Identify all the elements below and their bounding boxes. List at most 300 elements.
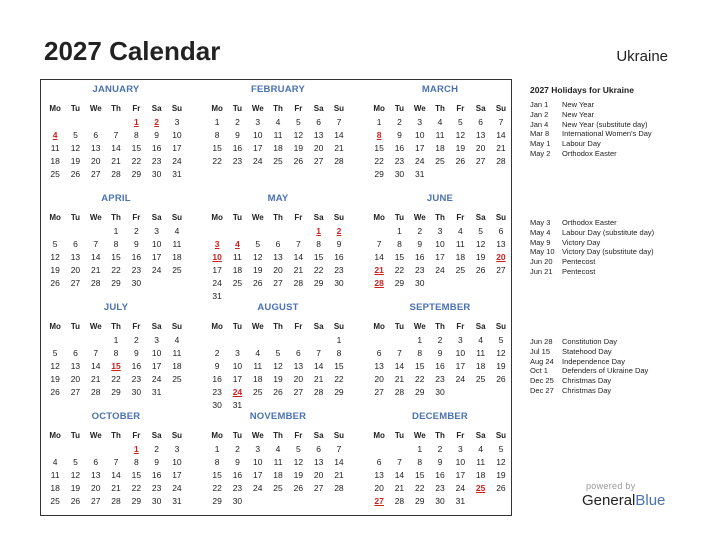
day: 10 — [435, 239, 445, 249]
holiday-date: Mar 8 — [530, 129, 550, 139]
day: 24 — [455, 483, 466, 493]
weekday-header: Mo — [211, 322, 223, 331]
day: 11 — [172, 239, 182, 249]
holiday-item — [530, 110, 700, 120]
day: 8 — [113, 239, 119, 249]
day: 6 — [316, 444, 321, 454]
day: 18 — [172, 361, 182, 371]
day: 25 — [273, 156, 283, 166]
brand-logo[interactable] — [582, 492, 665, 509]
day: 14 — [496, 130, 506, 140]
empty-day — [369, 334, 389, 347]
day: 14 — [111, 143, 121, 153]
holiday-date: Oct 1 — [530, 366, 548, 376]
day: 21 — [334, 470, 344, 480]
day: 19 — [293, 143, 304, 153]
day: 15 — [313, 252, 324, 262]
day: 1 — [336, 335, 342, 345]
day: 12 — [70, 470, 81, 480]
month-july — [45, 301, 187, 399]
day: 20 — [70, 374, 81, 384]
holiday-day: 1 — [133, 117, 139, 127]
day: 10 — [253, 130, 263, 140]
country-label: Ukraine — [616, 48, 668, 65]
day: 13 — [91, 470, 101, 480]
weekday-header: Tu — [70, 431, 81, 440]
day: 5 — [275, 348, 281, 358]
day: 30 — [435, 496, 445, 506]
day: 3 — [255, 444, 261, 454]
day: 4 — [275, 444, 281, 454]
holiday-item — [530, 238, 700, 248]
day: 29 — [415, 496, 425, 506]
day: 15 — [415, 361, 425, 371]
day: 19 — [70, 156, 81, 166]
weekday-header: Fr — [294, 213, 303, 222]
day: 11 — [233, 252, 242, 262]
weekday-header: Mo — [373, 431, 385, 440]
empty-day — [65, 116, 85, 129]
day: 4 — [52, 457, 58, 467]
day: 8 — [214, 130, 220, 140]
day: 19 — [253, 265, 263, 275]
holiday-item — [530, 129, 700, 139]
day: 22 — [334, 374, 344, 384]
day: 22 — [212, 156, 222, 166]
day: 28 — [334, 483, 344, 493]
day: 26 — [455, 156, 466, 166]
month-november — [207, 410, 349, 508]
empty-day — [389, 443, 409, 456]
weekday-header: Mo — [49, 431, 61, 440]
day: 24 — [253, 483, 263, 493]
holiday-date: May 2 — [530, 148, 551, 158]
day: 29 — [394, 278, 405, 288]
weekday-header: Th — [435, 322, 445, 331]
day: 12 — [496, 348, 506, 358]
month-april — [45, 192, 187, 290]
month-name: SEPTEMBER — [409, 302, 471, 313]
empty-day — [389, 334, 409, 347]
holiday-list-title: 2027 Holidays for Ukraine — [530, 85, 634, 95]
holiday-day: 3 — [214, 239, 220, 249]
month-days-grid — [207, 429, 349, 508]
holiday-day: 4 — [52, 130, 58, 140]
weekday-header: Su — [495, 213, 507, 222]
holiday-day: 25 — [475, 483, 486, 493]
holiday-name: Labour Day — [562, 139, 601, 149]
day: 10 — [415, 130, 425, 140]
day: 21 — [293, 265, 304, 275]
day: 10 — [172, 130, 182, 140]
day: 3 — [174, 117, 180, 127]
day: 16 — [435, 361, 445, 371]
day: 30 — [151, 169, 162, 179]
holiday-name: Pentecost — [562, 257, 596, 267]
day: 3 — [255, 117, 261, 127]
day: 13 — [374, 361, 384, 371]
day: 25 — [50, 496, 60, 506]
weekday-header: Sa — [313, 213, 324, 222]
holiday-day: 20 — [496, 252, 506, 262]
day: 2 — [154, 444, 159, 454]
holiday-group-2 — [530, 218, 700, 277]
day: 17 — [151, 361, 162, 371]
weekday-header: Mo — [373, 322, 385, 331]
day: 4 — [478, 335, 483, 345]
holiday-name: Christmas Day — [562, 376, 612, 386]
day: 12 — [496, 457, 506, 467]
empty-day — [106, 443, 126, 456]
day: 12 — [70, 143, 81, 153]
day: 28 — [91, 278, 101, 288]
empty-day — [227, 334, 247, 347]
day: 17 — [172, 470, 182, 480]
empty-day — [86, 334, 106, 347]
weekday-header: Su — [333, 104, 345, 113]
day: 1 — [376, 117, 382, 127]
day: 10 — [151, 239, 162, 249]
holiday-item — [530, 386, 700, 396]
day: 20 — [293, 374, 304, 384]
holiday-item — [530, 347, 700, 357]
weekday-header: Tu — [232, 431, 243, 440]
day: 25 — [232, 278, 243, 288]
day: 13 — [70, 252, 81, 262]
day: 21 — [91, 265, 101, 275]
month-may — [207, 192, 349, 303]
day: 26 — [496, 374, 506, 384]
day: 11 — [455, 239, 465, 249]
empty-day — [248, 334, 268, 347]
weekday-header: Th — [435, 431, 445, 440]
day: 22 — [313, 265, 324, 275]
holiday-day: 8 — [376, 130, 382, 140]
day: 31 — [172, 169, 182, 179]
day: 16 — [131, 361, 142, 371]
day: 31 — [212, 291, 222, 301]
day: 29 — [374, 169, 384, 179]
day: 9 — [336, 239, 342, 249]
day: 21 — [394, 483, 405, 493]
day: 2 — [235, 117, 240, 127]
weekday-header: Th — [111, 213, 121, 222]
empty-day — [86, 116, 106, 129]
holiday-name: Victory Day — [562, 237, 601, 247]
day: 20 — [313, 143, 324, 153]
day: 17 — [253, 470, 263, 480]
holiday-day: 2 — [154, 117, 159, 127]
day: 2 — [417, 226, 423, 236]
day: 6 — [93, 457, 99, 467]
day: 21 — [111, 156, 121, 166]
day: 27 — [293, 387, 304, 397]
month-september — [369, 301, 511, 399]
holiday-name: New Year — [562, 109, 595, 119]
month-days-grid — [369, 320, 511, 399]
day: 5 — [52, 348, 58, 358]
holiday-date: May 3 — [530, 218, 551, 227]
day: 26 — [70, 169, 81, 179]
day: 3 — [174, 444, 180, 454]
weekday-header: Th — [435, 213, 445, 222]
holiday-name: International Women's Day — [562, 129, 652, 139]
day: 10 — [253, 457, 263, 467]
holiday-day: 21 — [374, 265, 384, 275]
page-title: 2027 Calendar — [44, 36, 221, 66]
day: 17 — [415, 143, 425, 153]
day: 11 — [435, 130, 445, 140]
day: 11 — [476, 348, 486, 358]
month-days-grid — [207, 102, 349, 168]
month-february — [207, 83, 349, 168]
empty-day — [248, 225, 268, 238]
day: 23 — [232, 156, 243, 166]
empty-day — [86, 443, 106, 456]
day: 9 — [417, 239, 423, 249]
day: 28 — [394, 387, 405, 397]
day: 6 — [376, 348, 382, 358]
weekday-header: We — [89, 104, 102, 113]
day: 28 — [496, 156, 506, 166]
day: 23 — [415, 265, 425, 275]
day: 24 — [415, 156, 425, 166]
day: 7 — [93, 239, 99, 249]
holiday-item — [530, 100, 700, 110]
holiday-name: Christmas Day — [562, 385, 612, 395]
holiday-date: Aug 24 — [530, 356, 554, 366]
day: 5 — [255, 239, 261, 249]
day: 6 — [478, 117, 483, 127]
weekday-header: Fr — [294, 104, 303, 113]
day: 26 — [50, 387, 60, 397]
day: 19 — [50, 265, 60, 275]
day: 1 — [113, 335, 119, 345]
day: 29 — [212, 496, 222, 506]
day: 23 — [334, 265, 344, 275]
weekday-header: Fr — [294, 322, 303, 331]
weekday-header: Tu — [394, 104, 405, 113]
holiday-date: Jul 15 — [530, 346, 551, 356]
holiday-item — [530, 267, 700, 277]
weekday-header: We — [413, 104, 426, 113]
empty-day — [106, 116, 126, 129]
day: 3 — [437, 226, 443, 236]
holiday-item — [530, 139, 700, 149]
day: 9 — [214, 361, 220, 371]
day: 14 — [313, 361, 324, 371]
day: 29 — [313, 278, 324, 288]
weekday-header: Sa — [475, 322, 486, 331]
brand-general: General — [582, 492, 636, 509]
empty-day — [65, 334, 85, 347]
day: 23 — [151, 483, 162, 493]
day: 18 — [475, 361, 486, 371]
day: 20 — [374, 483, 384, 493]
day: 26 — [475, 265, 486, 275]
holiday-name: Constitution Day — [562, 337, 618, 346]
weekday-header: We — [89, 322, 102, 331]
day: 18 — [232, 265, 243, 275]
weekday-header: Fr — [132, 431, 141, 440]
day: 31 — [455, 496, 466, 506]
weekday-header: Mo — [49, 104, 61, 113]
day: 2 — [437, 335, 443, 345]
day: 4 — [457, 226, 463, 236]
day: 3 — [154, 335, 159, 345]
day: 23 — [435, 483, 445, 493]
empty-day — [288, 225, 308, 238]
empty-day — [268, 225, 288, 238]
day: 14 — [111, 470, 121, 480]
day: 31 — [151, 387, 162, 397]
day: 8 — [316, 239, 321, 249]
holiday-date: May 1 — [530, 139, 551, 149]
day: 1 — [417, 335, 423, 345]
day: 27 — [91, 169, 101, 179]
day: 22 — [131, 156, 142, 166]
holiday-date: Jun 28 — [530, 337, 553, 346]
day: 4 — [255, 348, 261, 358]
day: 15 — [374, 143, 384, 153]
day: 5 — [73, 457, 78, 467]
day: 22 — [111, 374, 121, 384]
weekday-header: Su — [171, 104, 183, 113]
day: 27 — [475, 156, 486, 166]
holiday-date: Jan 1 — [530, 100, 549, 109]
day: 7 — [397, 348, 402, 358]
day: 18 — [273, 470, 283, 480]
weekday-header: Su — [171, 322, 183, 331]
holiday-item — [530, 257, 700, 267]
day: 31 — [172, 496, 182, 506]
day: 22 — [131, 483, 142, 493]
weekday-header: Th — [111, 431, 121, 440]
day: 31 — [232, 400, 243, 410]
day: 17 — [435, 252, 445, 262]
day: 22 — [111, 265, 121, 275]
day: 9 — [133, 348, 139, 358]
day: 9 — [154, 457, 159, 467]
day: 8 — [214, 457, 220, 467]
day: 20 — [91, 483, 101, 493]
holiday-date: May 10 — [530, 247, 555, 257]
day: 25 — [172, 374, 182, 384]
day: 2 — [397, 117, 402, 127]
holiday-item — [530, 120, 700, 130]
day: 7 — [397, 457, 402, 467]
day: 7 — [336, 117, 342, 127]
day: 2 — [133, 335, 139, 345]
day: 21 — [313, 374, 324, 384]
day: 13 — [91, 143, 101, 153]
weekday-header: Mo — [373, 104, 385, 113]
day: 17 — [455, 361, 466, 371]
day: 11 — [253, 361, 263, 371]
holiday-day: 24 — [232, 387, 243, 397]
day: 21 — [334, 143, 344, 153]
day: 20 — [273, 265, 283, 275]
weekday-header: Th — [435, 104, 445, 113]
day: 15 — [334, 361, 344, 371]
weekday-header: We — [251, 322, 264, 331]
month-days-grid — [45, 429, 187, 508]
day: 26 — [253, 278, 263, 288]
day: 18 — [273, 143, 283, 153]
holiday-name: Statehood Day — [562, 346, 612, 356]
holiday-name: Pentecost — [562, 266, 596, 276]
day: 6 — [295, 348, 301, 358]
day: 23 — [435, 374, 445, 384]
weekday-header: Mo — [211, 104, 223, 113]
day: 7 — [113, 130, 119, 140]
day: 18 — [50, 483, 60, 493]
weekday-header: Tu — [394, 213, 405, 222]
day: 24 — [151, 265, 162, 275]
weekday-header: Tu — [394, 431, 405, 440]
day: 30 — [131, 278, 142, 288]
holiday-date: May 4 — [530, 227, 551, 237]
day: 12 — [475, 239, 486, 249]
holiday-day: 27 — [374, 496, 384, 506]
day: 5 — [498, 444, 504, 454]
day: 16 — [151, 143, 162, 153]
month-october — [45, 410, 187, 508]
day: 30 — [435, 387, 445, 397]
day: 3 — [235, 348, 240, 358]
weekday-header: Mo — [49, 213, 61, 222]
day: 28 — [334, 156, 344, 166]
holiday-day: 15 — [111, 361, 121, 371]
weekday-header: Fr — [456, 104, 465, 113]
day: 18 — [253, 374, 263, 384]
day: 5 — [478, 226, 483, 236]
day: 19 — [273, 374, 283, 384]
day: 5 — [457, 117, 463, 127]
empty-day — [45, 443, 65, 456]
empty-day — [288, 334, 308, 347]
weekday-header: We — [413, 213, 426, 222]
day: 13 — [293, 361, 304, 371]
day: 20 — [475, 143, 486, 153]
day: 6 — [275, 239, 281, 249]
day: 1 — [214, 117, 220, 127]
weekday-header: Tu — [232, 213, 243, 222]
day: 13 — [313, 130, 324, 140]
day: 30 — [394, 169, 405, 179]
weekday-header: We — [413, 322, 426, 331]
empty-day — [207, 225, 227, 238]
day: 29 — [131, 169, 142, 179]
day: 11 — [172, 348, 182, 358]
holiday-item — [530, 376, 700, 386]
day: 19 — [50, 374, 60, 384]
day: 29 — [334, 387, 344, 397]
weekday-header: Mo — [373, 213, 385, 222]
holiday-item — [530, 218, 700, 228]
weekday-header: Tu — [394, 322, 405, 331]
day: 26 — [273, 387, 283, 397]
day: 15 — [415, 470, 425, 480]
day: 7 — [93, 348, 99, 358]
day: 15 — [111, 252, 121, 262]
holiday-date: Dec 25 — [530, 376, 554, 386]
day: 14 — [334, 457, 344, 467]
holiday-date: Jan 2 — [530, 109, 549, 119]
day: 12 — [455, 130, 466, 140]
day: 17 — [212, 265, 222, 275]
day: 24 — [455, 374, 466, 384]
